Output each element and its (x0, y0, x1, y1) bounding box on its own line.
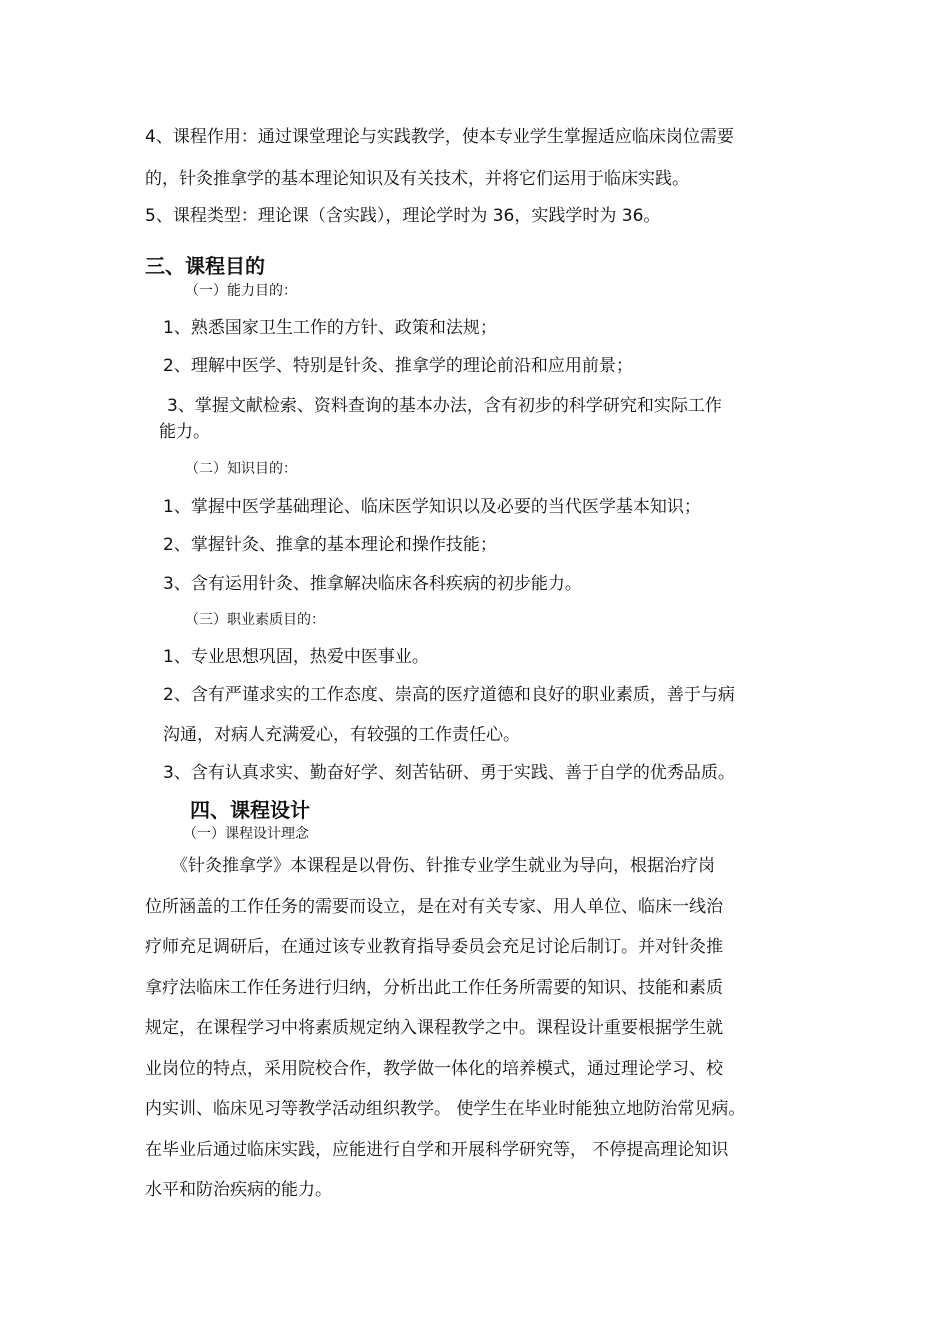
paragraph-line: 在毕业后通过临床实践，应能进行自学和开展科学研究等， 不停提高理论知识 (145, 1139, 729, 1160)
ability-goal-item: 3、掌握文献检索、资料查询的基本办法，含有初步的科学研究和实际工作 (167, 396, 722, 416)
subheading-design-concept: （一）课程设计理念 (183, 826, 309, 842)
subheading-ability-goals: （一）能力目的： (185, 283, 297, 299)
course-role-line-1: 4、课程作用：通过课堂理论与实践教学，使本专业学生掌握适应临床岗位需要 (145, 127, 734, 147)
paragraph-line: 拿疗法临床工作任务进行归纳，分析出此工作任务所需要的知识、技能和素质 (145, 977, 723, 998)
paragraph-line: 业岗位的特点，采用院校合作，教学做一体化的培养模式，通过理论学习、校 (145, 1058, 723, 1079)
quality-goal-item: 2、含有严谨求实的工作态度、崇高的医疗道德和良好的职业素质，善于与病 (163, 685, 735, 705)
course-type-line: 5、课程类型：理论课（含实践），理论学时为 36，实践学时为 36。 (145, 206, 661, 226)
knowledge-goal-item: 2、掌握针灸、推拿的基本理论和操作技能； (163, 535, 497, 555)
ability-goal-item-continued: 能力。 (159, 422, 210, 442)
section-heading-course-goals: 三、课程目的 (145, 254, 265, 278)
section-heading-course-design: 四、课程设计 (190, 798, 310, 822)
quality-goal-item-continued: 沟通，对病人充满爱心，有较强的工作责任心。 (163, 725, 520, 745)
subheading-knowledge-goals: （二）知识目的： (185, 461, 297, 477)
paragraph-line: 《针灸推拿学》本课程是以骨伤、针推专业学生就业为导向，根据治疗岗 (171, 856, 715, 876)
knowledge-goal-item: 1、掌握中医学基础理论、临床医学知识以及必要的当代医学基本知识； (163, 497, 701, 517)
paragraph-line: 水平和防治疾病的能力。 (145, 1180, 332, 1200)
paragraph-line: 位所涵盖的工作任务的需要而设立，是在对有关专家、用人单位、临床一线治 (145, 896, 723, 917)
design-concept-paragraph (145, 846, 813, 1211)
paragraph-line: 内实训、临床见习等教学活动组织教学。 使学生在毕业时能独立地防治常见病。 (145, 1099, 746, 1119)
quality-goal-item: 3、含有认真求实、勤奋好学、刻苦钻研、勇于实践、善于自学的优秀品质。 (163, 763, 735, 783)
ability-goal-item: 1、熟悉国家卫生工作的方针、政策和法规； (163, 318, 497, 338)
paragraph-line: 规定，在课程学习中将素质规定纳入课程教学之中。课程设计重要根据学生就 (145, 1018, 723, 1038)
quality-goal-item: 1、专业思想巩固，热爱中医事业。 (163, 647, 429, 667)
paragraph-line: 疗师充足调研后，在通过该专业教育指导委员会充足讨论后制订。并对针灸推 (145, 937, 723, 957)
knowledge-goal-item: 3、含有运用针灸、推拿解决临床各科疾病的初步能力。 (163, 574, 582, 594)
ability-goal-item: 2、理解中医学、特别是针灸、推拿学的理论前沿和应用前景； (163, 356, 633, 376)
course-role-line-2: 的，针灸推拿学的基本理论知识及有关技术，并将它们运用于临床实践。 (145, 169, 689, 189)
subheading-quality-goals: （三）职业素质目的： (185, 612, 325, 628)
